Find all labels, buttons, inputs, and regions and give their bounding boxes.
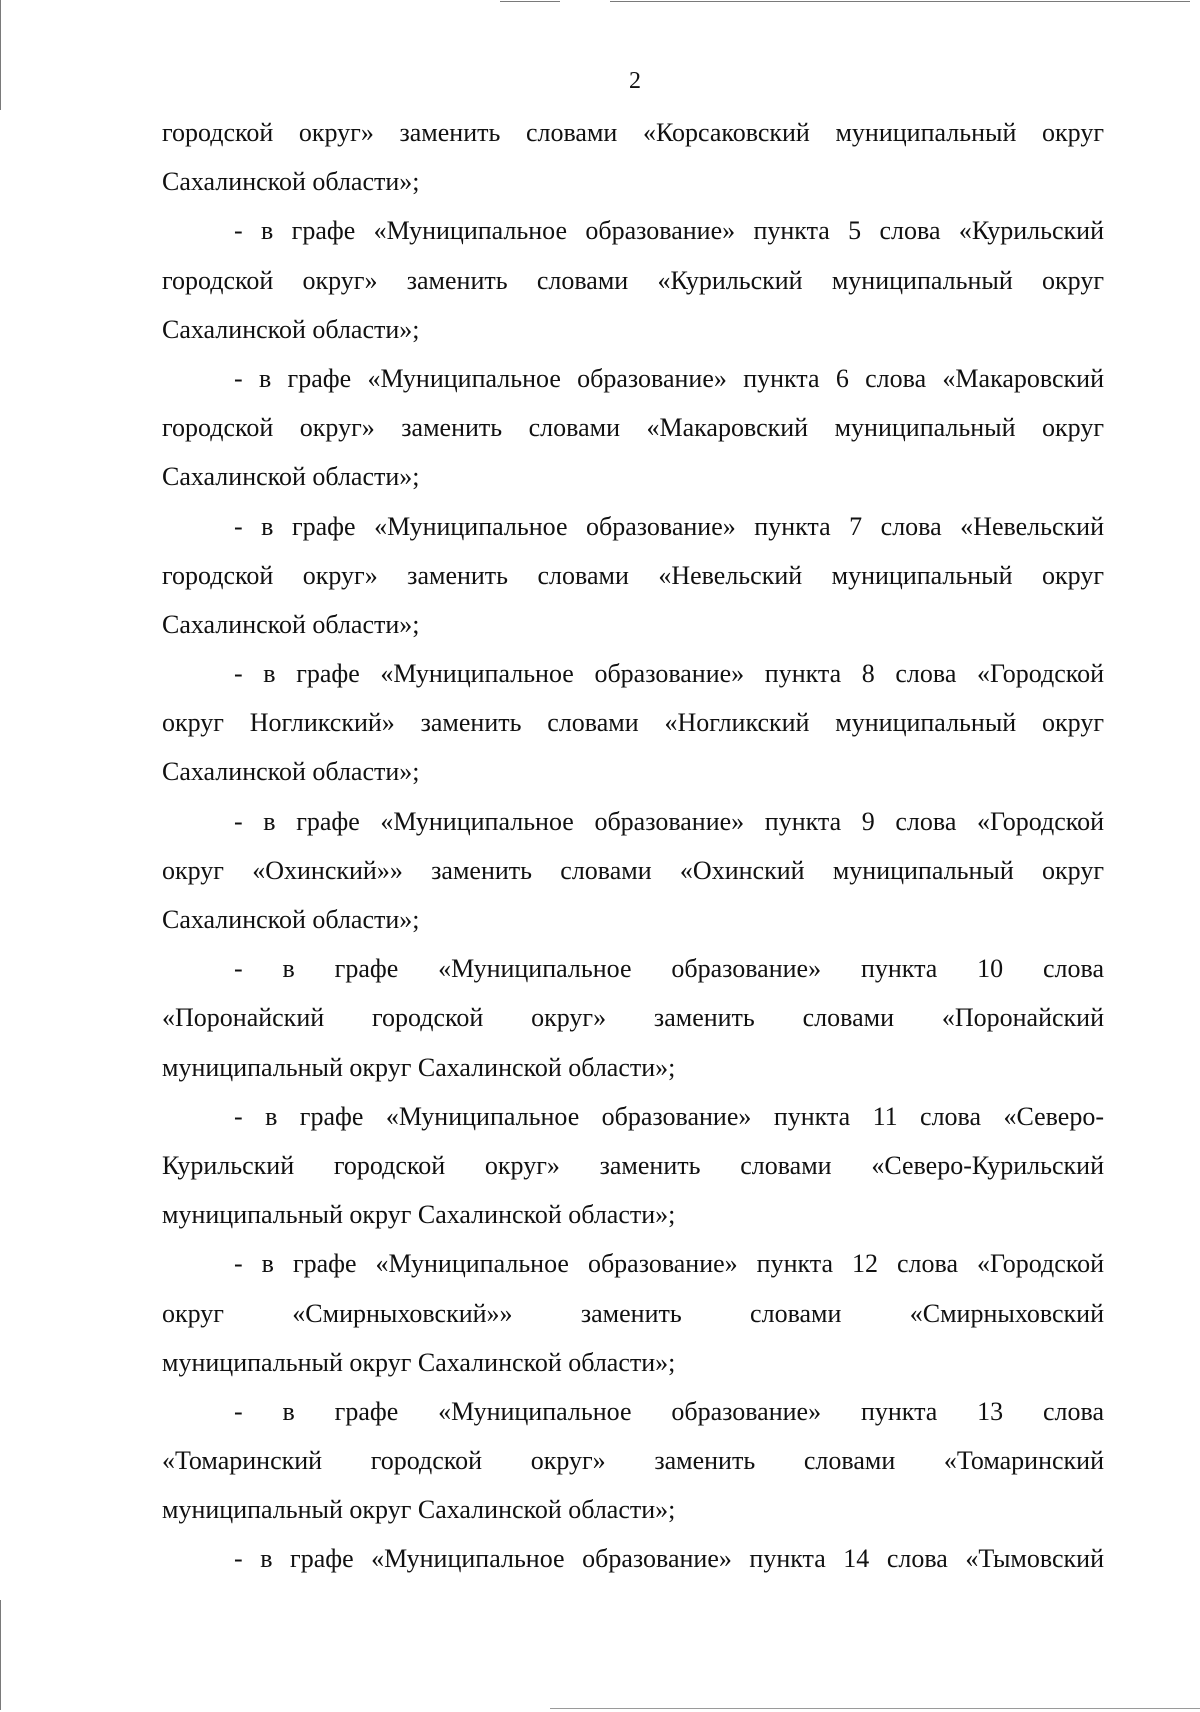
paragraph-first-line: - в графе «Муниципальное образование» пункта 14 слова «Тымовский xyxy=(234,1544,1104,1574)
text-line: муниципальный округ Сахалинской области»; xyxy=(162,1200,676,1230)
paragraph-first-line: - в графе «Муниципальное образование» пункта 7 слова «Невельский xyxy=(234,511,1104,541)
paragraph-first-line: - в графе «Муниципальное образование» пункта 6 слова «Макаровский xyxy=(234,363,1104,393)
text-line: Сахалинской области»; xyxy=(162,905,420,934)
paragraph-first-line: - в графе «Муниципальное образование» пункта 9 слова «Городской xyxy=(234,806,1104,836)
text-line: муниципальный округ Сахалинской области»; xyxy=(162,1052,676,1082)
scan-top-edge-line xyxy=(500,1,560,2)
text-line: муниципальный округ Сахалинской области»; xyxy=(162,1495,676,1525)
paragraph-first-line: - в графе «Муниципальное образование» пункта 13 слова xyxy=(234,1396,1104,1426)
scan-left-edge-line xyxy=(0,1600,1,1710)
text-line: городской округ» заменить словами «Макаровский муниципальный округ xyxy=(162,413,1104,443)
page-number: 2 xyxy=(629,68,641,94)
text-line: городской округ» заменить словами «Невельский муниципальный округ xyxy=(162,560,1104,590)
text-line: округ «Смирныховский»» заменить словами «Смирныховский xyxy=(162,1298,1104,1328)
text-line: Сахалинской области»; xyxy=(162,167,420,197)
paragraph-first-line: - в графе «Муниципальное образование» пункта 5 слова «Курильский xyxy=(234,216,1104,246)
text-line: городской округ» заменить словами «Корсаковский муниципальный округ xyxy=(162,118,1104,147)
text-line: «Томаринский городской округ» заменить словами «Томаринский xyxy=(162,1446,1104,1476)
scan-top-edge-line xyxy=(610,1,1190,2)
text-line: Сахалинской области»; xyxy=(162,314,420,344)
text-line: Сахалинской области»; xyxy=(162,462,420,492)
text-line: Сахалинской области»; xyxy=(162,609,420,639)
text-line: Сахалинской области»; xyxy=(162,757,420,787)
text-line: муниципальный округ Сахалинской области»; xyxy=(162,1347,676,1377)
scan-bottom-edge-line xyxy=(550,1708,1200,1709)
paragraph-first-line: - в графе «Муниципальное образование» пункта 11 слова «Северо- xyxy=(234,1101,1104,1131)
text-line: округ Ногликский» заменить словами «Ногликский муниципальный округ xyxy=(162,708,1104,738)
paragraph-first-line: - в графе «Муниципальное образование» пункта 8 слова «Городской xyxy=(234,659,1104,689)
text-line: округ «Охинский»» заменить словами «Охинский муниципальный округ xyxy=(162,855,1104,885)
paragraph-first-line: - в графе «Муниципальное образование» пункта 10 слова xyxy=(234,954,1104,984)
text-line: «Поронайский городской округ» заменить словами «Поронайский xyxy=(162,1003,1104,1033)
document-body xyxy=(162,108,1104,1584)
text-line: городской округ» заменить словами «Курильский муниципальный округ xyxy=(162,265,1104,295)
text-line: Курильский городской округ» заменить словами «Северо-Курильский xyxy=(162,1150,1104,1180)
paragraph-first-line: - в графе «Муниципальное образование» пункта 12 слова «Городской xyxy=(234,1249,1104,1279)
